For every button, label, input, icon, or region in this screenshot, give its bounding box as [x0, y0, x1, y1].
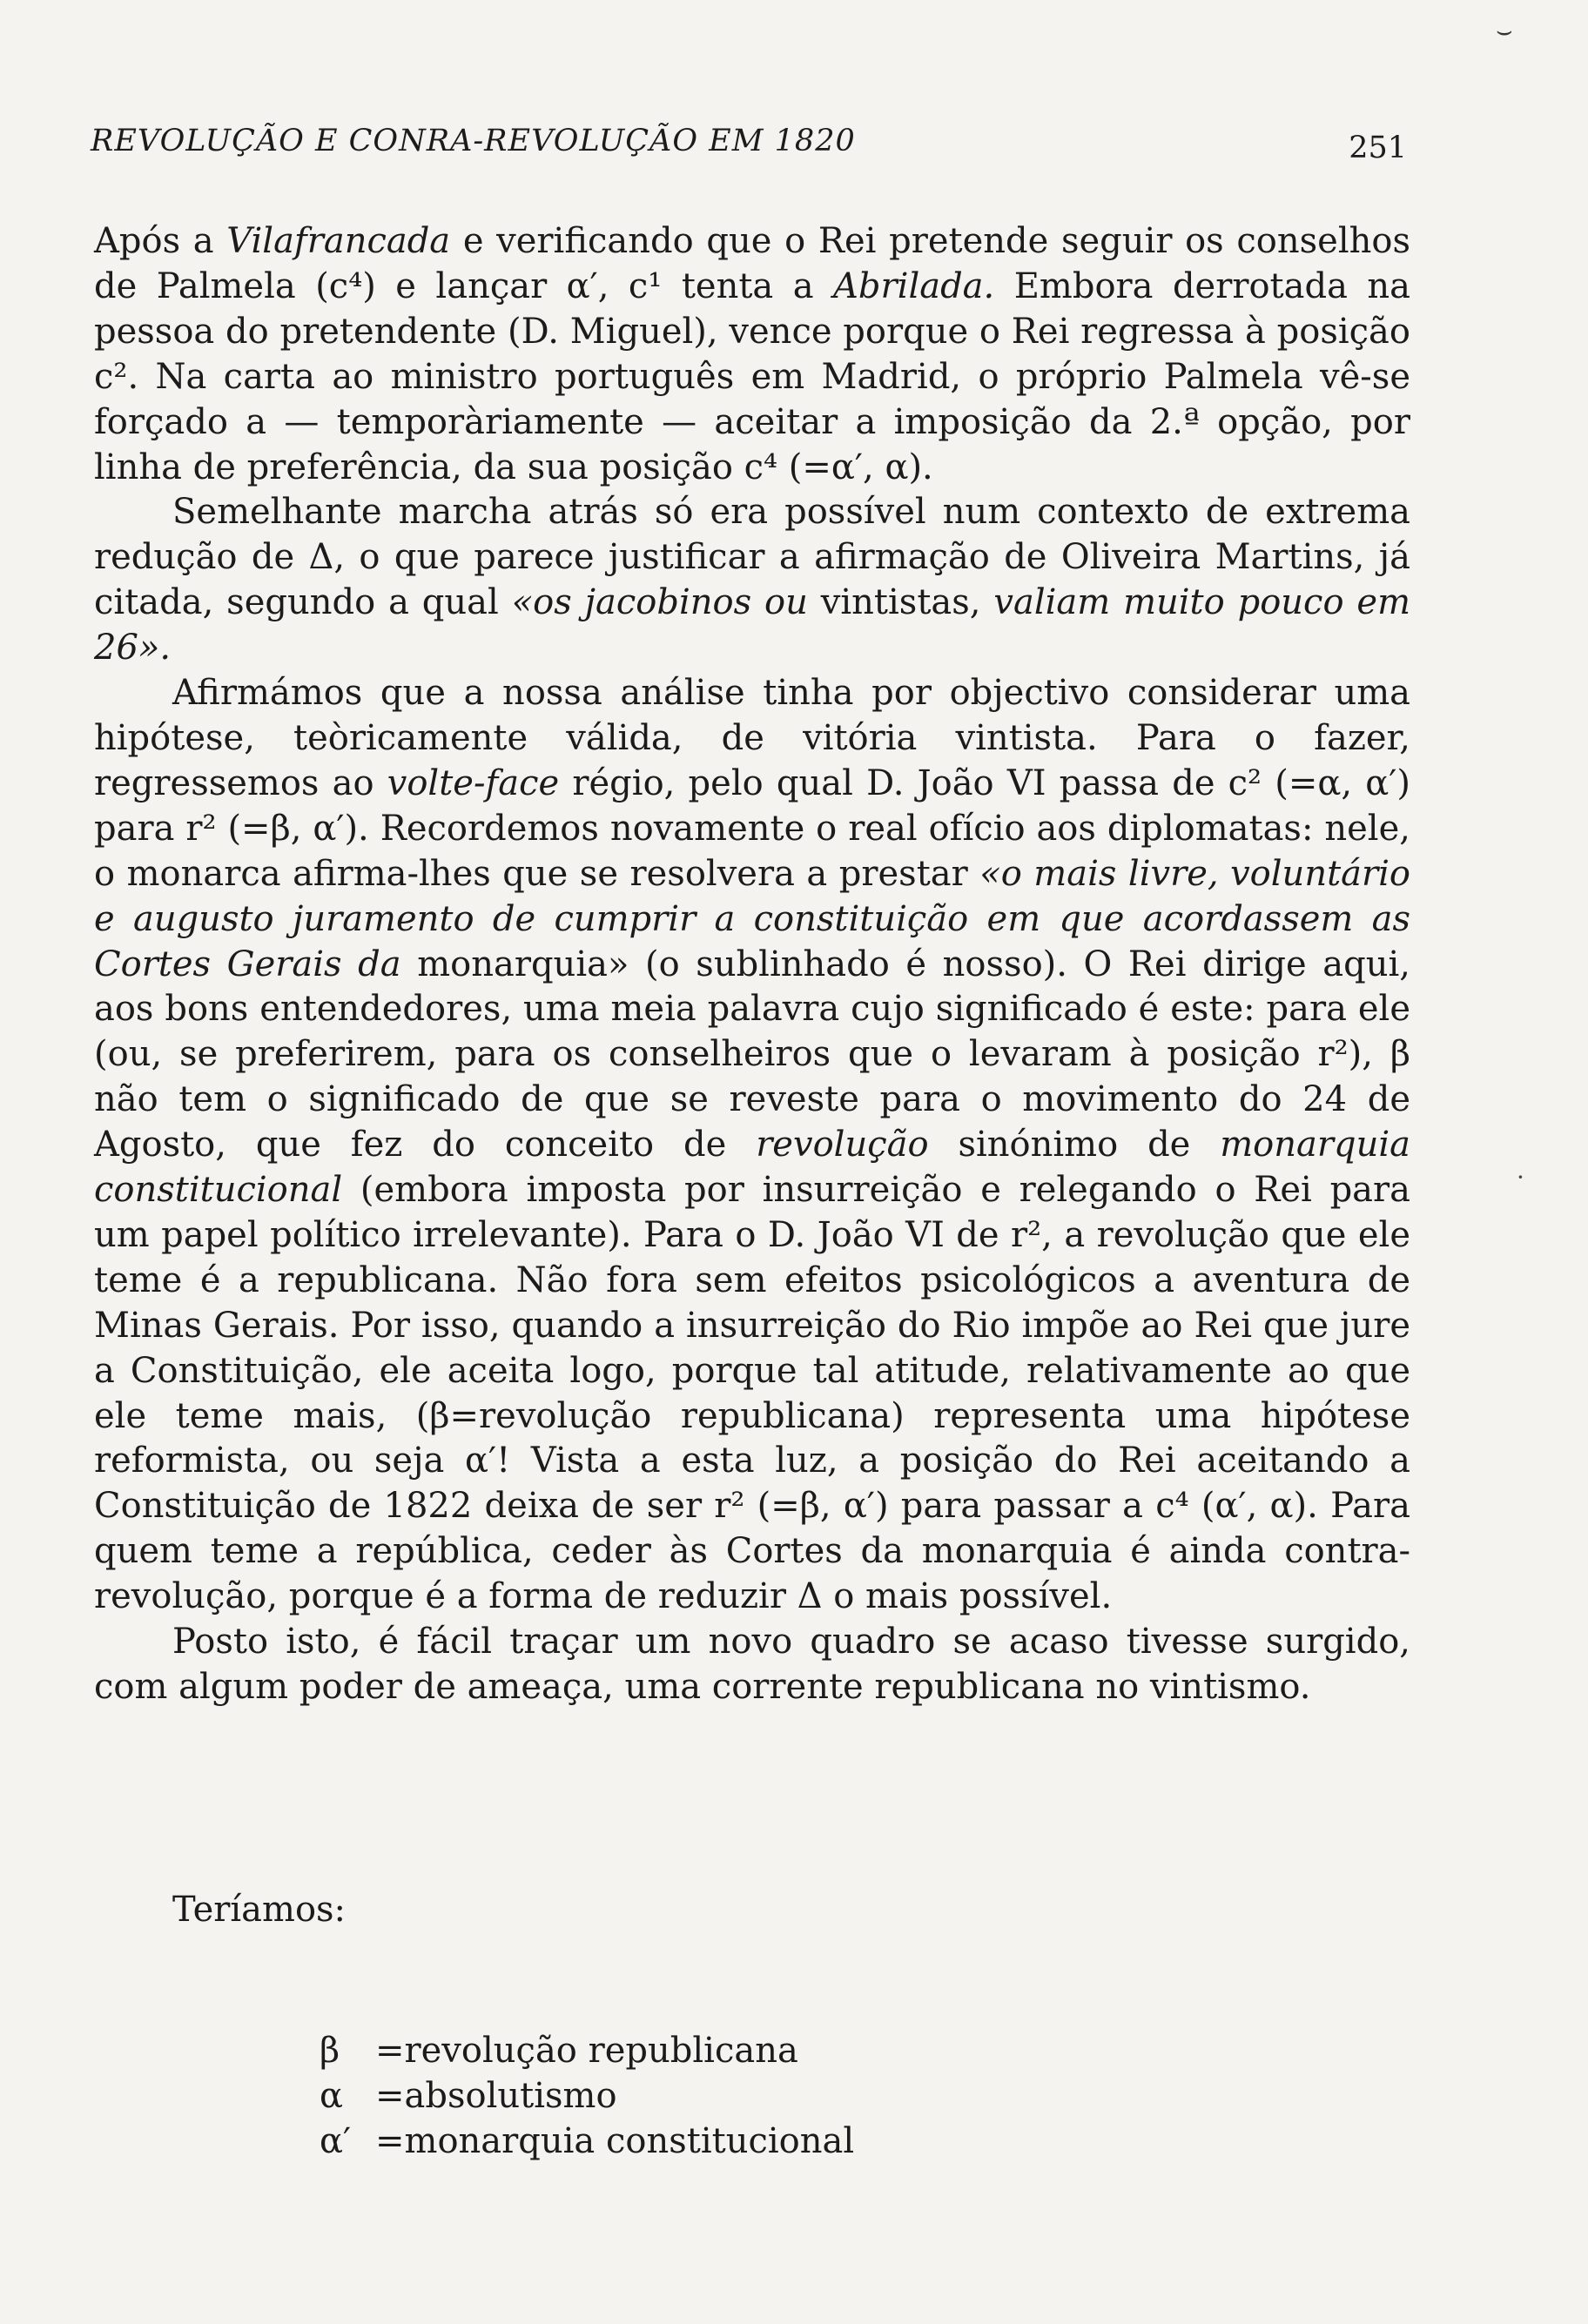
legend-row [320, 2028, 854, 2073]
legend-definition: =absolutismo [375, 2076, 617, 2116]
italic-text: Abrilada. [833, 265, 995, 306]
paragraph [94, 1620, 1410, 1710]
text-run: e verificando que o Rei pretende seguir os conselhos de Palmela (c⁴) e lançar α′, c¹ tenta a [94, 221, 1410, 306]
text-run: Afirmámos que a nossa análise tinha por objectivo considerar uma hipótese, teòricamente válida, de vitória vintista. Para o fazer, regressemos ao [94, 673, 1410, 803]
page-header [91, 122, 1407, 165]
corner-mark: ⌣ [1496, 16, 1513, 46]
italic-text: volte-face [387, 762, 560, 803]
text-run: Posto isto, é fácil traçar um novo quadro se acaso tivesse surgido, com algum poder de ameaça, uma corrente republicana no vintismo. [94, 1622, 1410, 1707]
symbol-legend [320, 2028, 854, 2164]
margin-mark: · [1517, 1163, 1524, 1192]
text-run: sinónimo de [928, 1125, 1221, 1165]
italic-text: «os jacobinos ou [511, 582, 808, 623]
text-run: Após a [94, 221, 227, 261]
text-run: vintistas, [807, 582, 994, 623]
legend-definition: =revolução republicana [375, 2031, 798, 2071]
text-run: (embora imposta por insurreição e relegando o Rei para um papel político irrelevante). Para o D. João VI de r², a revolução que ele teme é a republicana. Não fora sem efeitos psicológicos a aventura de Minas Gerais. Por isso, quando a insurreição do Rio impõe ao Rei que jure a Constituição, ele aceita logo, porque tal atitude, relativamente ao que ele teme mais, (β=revolução republicana) representa uma hipótese reformista, ou seja α′! Vista a esta luz, a posição do Rei aceitando a Constituição de 1822 deixa de ser r² (=β, α′) para passar a c⁴ (α′, α). Para quem teme a república, ceder às Cortes da monarquia é ainda contra-revolução, porque é a forma de reduzir Δ o mais possível. [94, 1170, 1410, 1617]
body-text [94, 219, 1410, 1710]
paragraph [94, 219, 1410, 490]
page-number: 251 [1349, 131, 1407, 165]
italic-text: monarquia constitucional [94, 1125, 1410, 1211]
legend-row [320, 2119, 854, 2164]
paragraph [94, 671, 1410, 1620]
italic-text: «o mais livre, voluntário e augusto juramento de cumprir a constituição em que acordassem as Cortes Gerais da [94, 853, 1411, 984]
text-run: Semelhante marcha atrás só era possível num contexto de extrema redução de Δ, o que parece justificar a afirmação de Oliveira Martins, já citada, segundo a qual [94, 492, 1410, 623]
italic-text: revolução [756, 1125, 929, 1165]
italic-text: Vilafrancada [226, 221, 451, 261]
legend-symbol: α [320, 2076, 344, 2116]
legend-row [320, 2073, 854, 2119]
legend-symbol: β [320, 2031, 340, 2071]
text-run: régio, pelo qual D. João VI passa de c² (=α, α′) para r² (=β, α′). Recordemos novamente o real ofício aos diplomatas: nele, o monarca afirma-lhes que se resolvera a prestar [94, 762, 1410, 894]
italic-text: valiam muito pouco em 26». [94, 582, 1411, 668]
running-title: REVOLUÇÃO E CONRA-REVOLUÇÃO EM 1820 [91, 124, 856, 158]
text-run: Embora derrotada na pessoa do pretendente (D. Miguel), vence porque o Rei regressa à posição c². Na carta ao ministro português em Madrid, o próprio Palmela vê-se forçado a — temporàriamente — aceitar a imposição da 2.ª opção, por linha de preferência, da sua posição c⁴ (=α′, α). [94, 265, 1411, 487]
paragraph [94, 490, 1410, 671]
legend-symbol: α′ [320, 2121, 352, 2161]
text-run: monarquia» (o sublinhado é nosso). O Rei dirige aqui, aos bons entendedores, uma meia palavra cujo significado é este: para ele (ou, se preferirem, para os conselheiros que o levaram à posição r²), β não tem o significado de que se reveste para o movimento do 24 de Agosto, que fez do conceito de [94, 944, 1410, 1165]
teriamos-label: Teríamos: [172, 1890, 347, 1930]
legend-definition: =monarquia constitucional [375, 2121, 855, 2161]
